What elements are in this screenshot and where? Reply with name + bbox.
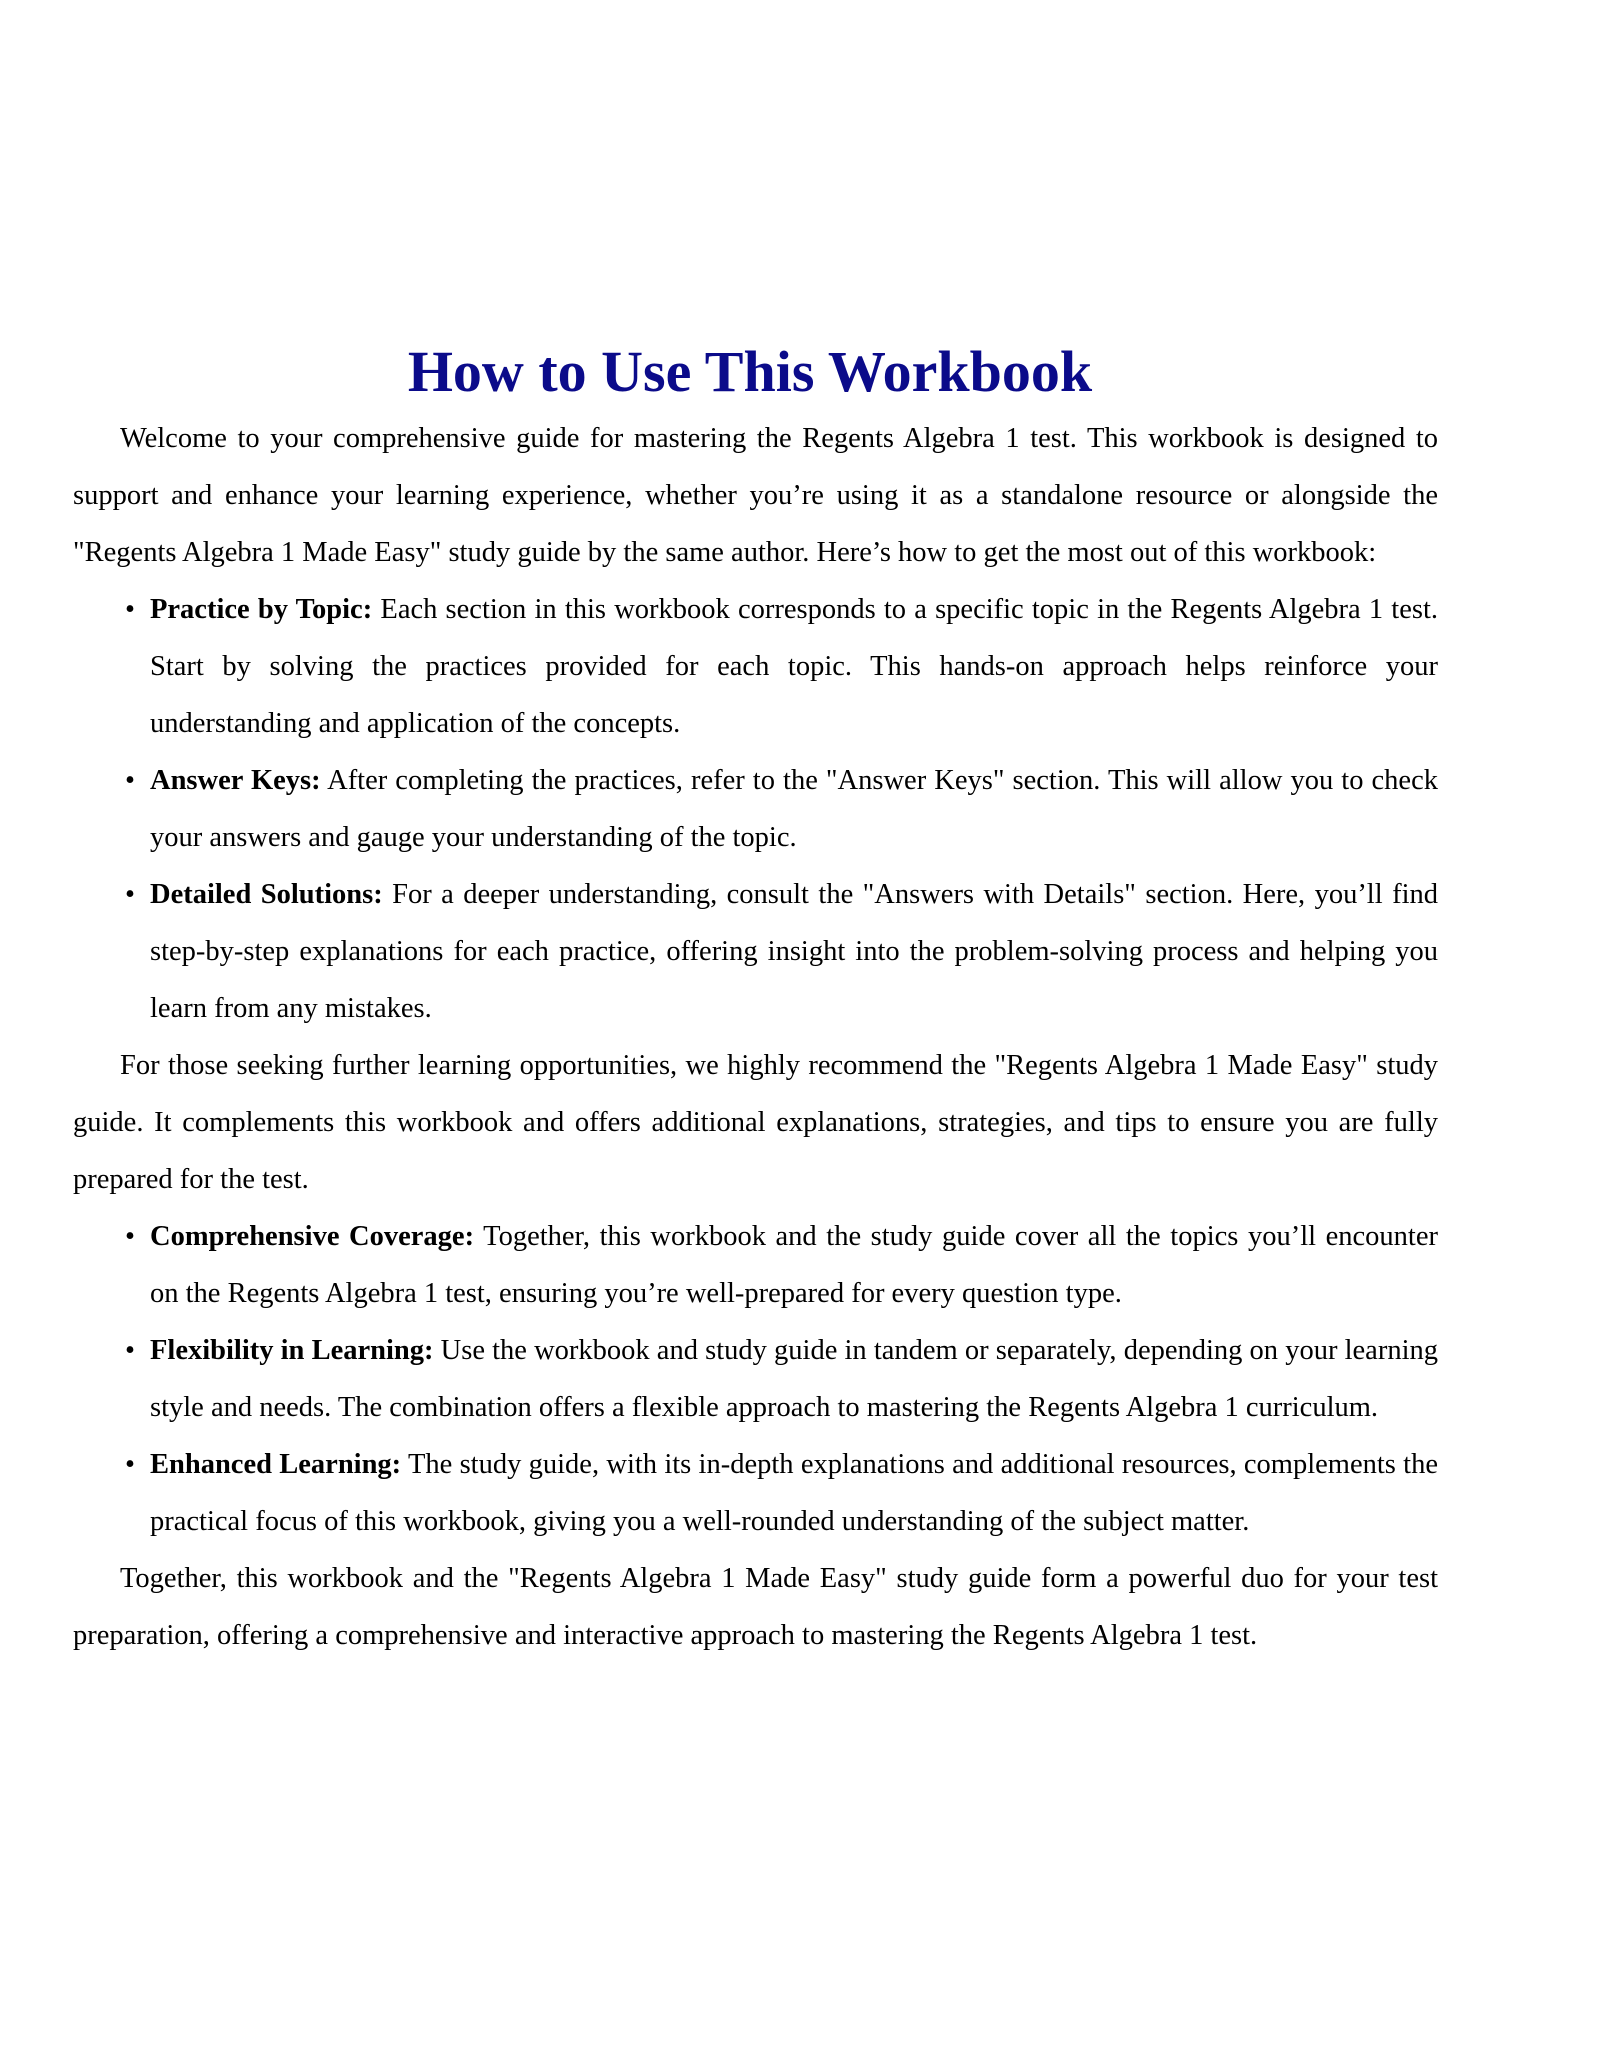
list-item-term: Flexibility in Learning: bbox=[150, 1335, 434, 1366]
study-guide-paragraph: For those seeking further learning opportunities, we highly recommend the "Regents Algebra 1 Made Easy" study guide. It complements this workbook and offers additional explanations, strategies, and tips to ensure you are fully prepared for the test. bbox=[73, 1050, 1438, 1195]
page-title: How to Use This Workbook bbox=[407, 338, 1093, 404]
list-item bbox=[73, 1208, 1438, 1322]
bullet-icon: • bbox=[125, 879, 135, 910]
list-item-text: Use the workbook and study guide in tandem or separately, depending on your learning style and needs. The combination offers a flexible approach to mastering the Regents Algebra 1 curriculum. bbox=[150, 1335, 1438, 1423]
workbook-usage-list bbox=[73, 581, 1438, 1037]
document-body bbox=[73, 410, 1438, 1664]
list-item bbox=[73, 581, 1438, 752]
list-item bbox=[73, 1436, 1438, 1550]
closing-paragraph: Together, this workbook and the "Regents Algebra 1 Made Easy" study guide form a powerful duo for your test preparation, offering a comprehensive and interactive approach to mastering the Regents Algebra 1 test. bbox=[73, 1563, 1438, 1651]
list-item bbox=[73, 1322, 1438, 1436]
list-item bbox=[73, 752, 1438, 866]
list-item-term: Detailed Solutions: bbox=[150, 879, 383, 910]
list-item-term: Comprehensive Coverage: bbox=[150, 1221, 475, 1252]
intro-paragraph: Welcome to your comprehensive guide for mastering the Regents Algebra 1 test. This workbook is designed to support and enhance your learning experience, whether you’re using it as a standalone resource or alongside the "Regents Algebra 1 Made Easy" study guide by the same author. Here’s how to get the most out of this workbook: bbox=[73, 423, 1438, 568]
list-item-text: Together, this workbook and the study guide cover all the topics you’ll encounter on the Regents Algebra 1 test, ensuring you’re well-prepared for every question type. bbox=[150, 1221, 1438, 1309]
list-item-term: Answer Keys: bbox=[150, 765, 321, 796]
bullet-icon: • bbox=[125, 1449, 135, 1480]
bullet-icon: • bbox=[125, 594, 135, 625]
study-guide-benefits-list bbox=[73, 1208, 1438, 1550]
bullet-icon: • bbox=[125, 765, 135, 796]
list-item-text: Each section in this workbook corresponds to a specific topic in the Regents Algebra 1 test. Start by solving the practices provided for each topic. This hands-on approach helps reinforce your understanding and application of the concepts. bbox=[150, 594, 1439, 739]
list-item-text: The study guide, with its in-depth explanations and additional resources, complements the practical focus of this workbook, giving you a well-rounded understanding of the subject matter. bbox=[150, 1449, 1438, 1537]
list-item-text: After completing the practices, refer to the "Answer Keys" section. This will allow you to check your answers and gauge your understanding of the topic. bbox=[150, 765, 1438, 853]
bullet-icon: • bbox=[125, 1335, 135, 1366]
bullet-icon: • bbox=[125, 1221, 135, 1252]
list-item-term: Enhanced Learning: bbox=[150, 1449, 402, 1480]
list-item bbox=[73, 866, 1438, 1037]
list-item-term: Practice by Topic: bbox=[150, 594, 373, 625]
list-item-text: For a deeper understanding, consult the "Answers with Details" section. Here, you’ll find step-by-step explanations for each practice, offering insight into the problem-solving process and helping you learn from any mistakes. bbox=[150, 879, 1438, 1024]
